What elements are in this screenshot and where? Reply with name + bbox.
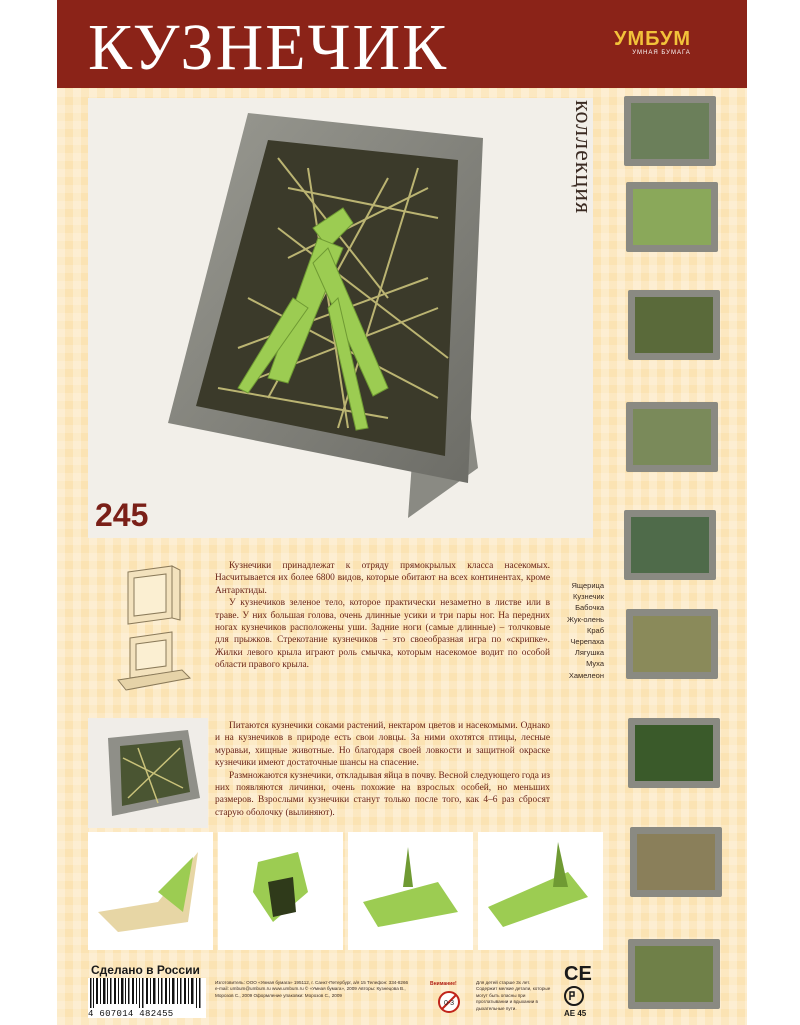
barcode-number: 4 607014 482455 (88, 1009, 174, 1019)
assembly-steps (88, 832, 610, 952)
brand-name: УМБУМ (614, 28, 692, 50)
description-paragraph: Размножаются кузнечики, откладывая яйца в почву. Весной следующего года из них появляются личинки, очень похожие на взрослых особей, но меньших размеров. Взрослыми кузнечики станут только после того, как 4–6 раз сбросят старую оболочку (вылиняют). (215, 770, 550, 818)
thumbnail-turtle (626, 609, 718, 679)
assembly-diagram (110, 560, 200, 700)
thumbnail-butterfly (628, 290, 720, 360)
collection-list (548, 580, 604, 681)
certification-code: АЕ 45 (564, 1009, 587, 1018)
framed-grasshopper-image (88, 98, 593, 538)
frame-diagram-icon (110, 560, 200, 700)
list-item: Бабочка (575, 603, 604, 613)
thumbnail-crab (624, 510, 716, 580)
assembly-step-3 (348, 832, 473, 950)
publisher-info: Изготовитель: ООО «Умная бумага» 195112, г. Санкт-Петербург, а/я 15 Телефон: 334-8266 e-mail: umbum@umbum.ru www.umbum.ru © «Умная бумага», 2009 Авторы: Кузнецова В., Морозов С., 2009 Оформление упаковки: Морозов С., 2009 (215, 980, 409, 998)
warning-title: Внимание! (430, 981, 457, 987)
certification-mark-icon (563, 985, 585, 1007)
product-title: КУЗНЕЧИК (88, 11, 449, 84)
made-in-label: Сделано в России (91, 963, 200, 977)
list-item: Ящерица (571, 581, 604, 590)
list-item: Кузнечик (573, 592, 604, 602)
thumbnail-grasshopper (626, 182, 718, 252)
age-warning-icon (437, 990, 461, 1014)
thumbnail-lizard (624, 96, 716, 166)
list-item: Лягушка (574, 648, 604, 658)
list-item: Хамелеон (568, 670, 604, 680)
description-text-bottom (215, 720, 550, 819)
thumbnail-fly (630, 827, 722, 897)
description-paragraph: У кузнечиков зеленое тело, которое практически незаметно в листве или в траве. У них большая голова, очень длинные усики и три пары ног. На передних ногах кузнечиков расположены уши. Задние ноги (самые длинные) – толчковые для прыжков. Стрекотание кузнечиков – это своеобразная игра по «скрипке». Жилки левого крыла играют роль смычка, которым насекомое водит по особой области правого крыла. (215, 598, 550, 671)
thumbnail-stag-beetle (626, 402, 718, 472)
description-text-top (215, 560, 550, 672)
description-paragraph: Кузнечики принадлежат к отряду прямокрылых класса насекомых. Насчитывается их более 6800 видов, которые обитают на всех континентах, кроме Антарктиды. (215, 561, 550, 596)
barcode-image (88, 978, 206, 1008)
main-product-photo (88, 98, 593, 538)
brand-logo (614, 28, 724, 68)
assembly-step-1 (88, 832, 213, 950)
assembly-step-2 (218, 832, 343, 950)
finished-model-image (88, 718, 208, 828)
assembly-step-4 (478, 832, 603, 950)
svg-text:0-3: 0-3 (443, 1000, 455, 1007)
ce-mark: CE (564, 963, 592, 985)
list-item: Жук-олень (567, 614, 604, 624)
thumbnail-frog (628, 718, 720, 788)
model-number: 245 (95, 497, 149, 533)
thumbnail-chameleon (628, 939, 720, 1009)
brand-tagline: УМНАЯ БУМАГА (632, 50, 691, 56)
description-paragraph: Питаются кузнечики соками растений, нектаром цветов и насекомыми. Однако и на кузнечиков в природе есть свои ловцы. За ними охотятся птицы, лесные муравьи, хищные животные. Но благодаря своей ловкости и защитной окраске кузнечики имеют достаточные шансы на спасение. (215, 721, 550, 769)
series-label: коллекция (570, 100, 596, 215)
list-item: Муха (586, 659, 604, 669)
list-item: Краб (586, 625, 604, 635)
finished-model-photo (88, 718, 208, 828)
warning-text: Для детей старше 3х лет. Содержит мелкие детали, которые могут быть опасны при проглатывании и вдыхании в дыхательные пути. (476, 980, 551, 1011)
list-item: Черепаха (570, 637, 604, 647)
